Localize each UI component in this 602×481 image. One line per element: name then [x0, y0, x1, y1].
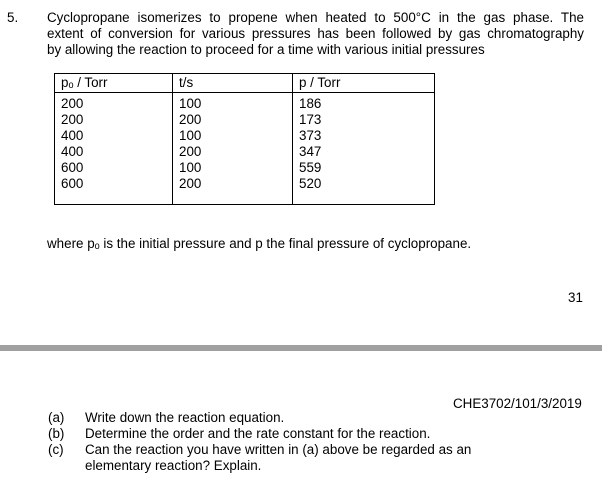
- cell-final-pressure: 186: [293, 93, 435, 113]
- intro-line: by allowing the reaction to proceed for a time with various initial pressures: [47, 42, 485, 57]
- table-row: [55, 128, 435, 144]
- data-table: [54, 73, 435, 205]
- intro-line: extent of conversion for various pressures has been followed by gas chromatography: [47, 26, 584, 41]
- cell-final-pressure: 173: [293, 112, 435, 128]
- part-label: (b): [48, 426, 65, 441]
- table-row: [55, 93, 435, 113]
- cell-initial-pressure: 200: [55, 93, 173, 113]
- cell-time: 100: [173, 93, 293, 113]
- cell-initial-pressure: 600: [55, 160, 173, 176]
- header-final-pressure: p / Torr: [293, 74, 435, 93]
- cell-time: 100: [173, 160, 293, 176]
- header-time: t/s: [173, 74, 293, 93]
- cell-final-pressure: 347: [293, 144, 435, 160]
- pressure-note: where pₒ is the initial pressure and p the final pressure of cyclopropane.: [47, 236, 472, 251]
- part-text: Determine the order and the rate constant for the reaction.: [85, 426, 431, 441]
- part-text: Write down the reaction equation.: [85, 410, 285, 425]
- intro-line: Cyclopropane isomerizes to propene when heated to 500°C in the gas phase. The: [47, 10, 584, 25]
- part-label: (a): [48, 410, 65, 425]
- table-row: [55, 160, 435, 176]
- cell-initial-pressure: 600: [55, 176, 173, 205]
- page-divider: [0, 345, 602, 351]
- question-intro: [47, 10, 584, 58]
- cell-final-pressure: 373: [293, 128, 435, 144]
- course-code: CHE3702/101/3/2019: [453, 396, 582, 411]
- part-label: (c): [48, 442, 64, 457]
- header-initial-pressure: pₒ / Torr: [55, 74, 173, 93]
- table-row: [55, 112, 435, 128]
- part-text: Can the reaction you have written in (a) above be regarded as an elementary reaction? Explain.: [85, 442, 472, 473]
- cell-time: 200: [173, 144, 293, 160]
- cell-initial-pressure: 400: [55, 128, 173, 144]
- table-row: [55, 144, 435, 160]
- table-header-row: [55, 74, 435, 93]
- cell-time: 100: [173, 128, 293, 144]
- cell-time: 200: [173, 112, 293, 128]
- cell-final-pressure: 520: [293, 176, 435, 205]
- question-number: 5.: [7, 10, 19, 25]
- cell-initial-pressure: 400: [55, 144, 173, 160]
- table-row: [55, 176, 435, 205]
- cell-time: 200: [173, 176, 293, 205]
- cell-final-pressure: 559: [293, 160, 435, 176]
- cell-initial-pressure: 200: [55, 112, 173, 128]
- page-number: 31: [568, 290, 583, 305]
